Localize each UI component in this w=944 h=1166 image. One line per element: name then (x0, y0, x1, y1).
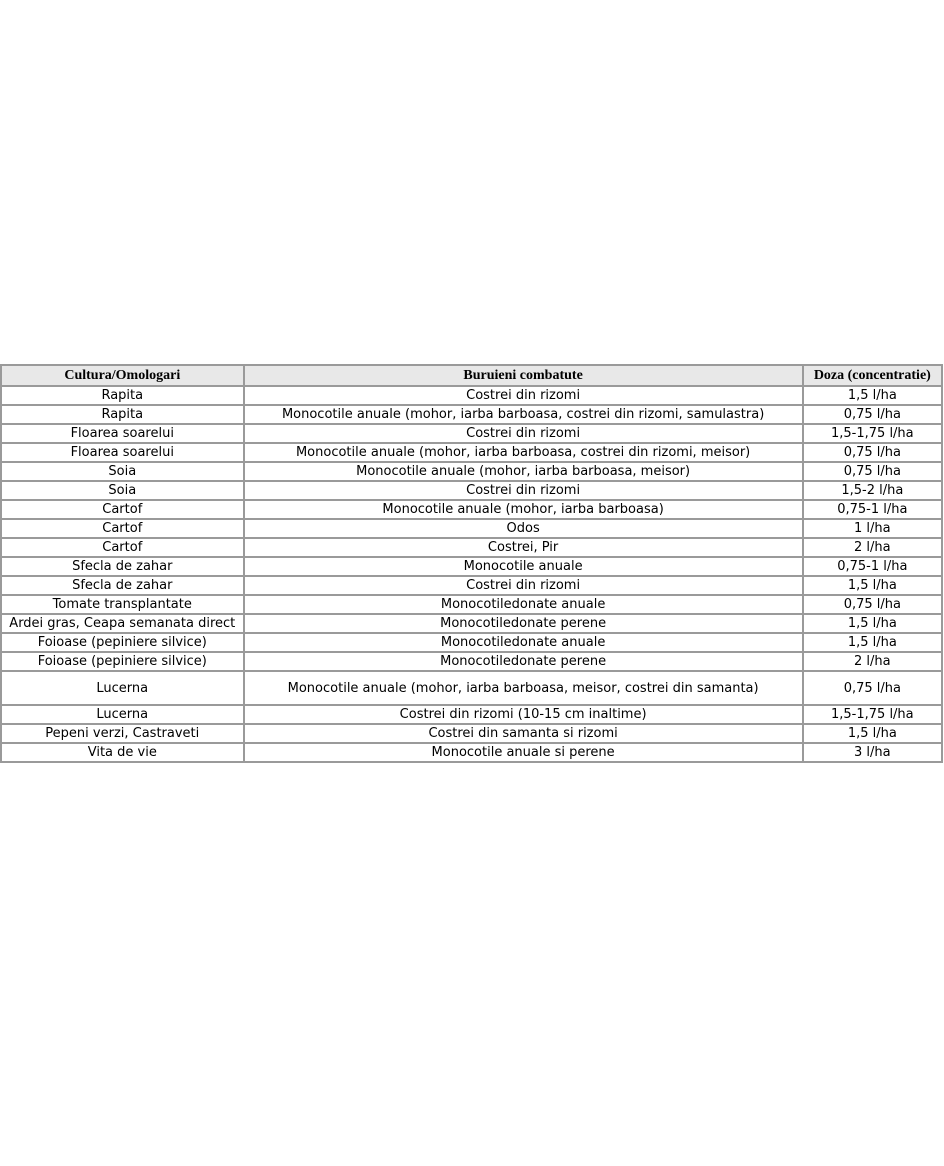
cell-culture: Rapita (1, 405, 244, 424)
table-row (1, 633, 942, 652)
cell-weeds: Costrei din samanta si rizomi (244, 724, 803, 743)
cell-weeds: Monocotile anuale (mohor, iarba barboasa, meisor) (244, 462, 803, 481)
cell-dose: 1,5 l/ha (803, 576, 942, 595)
cell-culture: Floarea soarelui (1, 424, 244, 443)
cell-culture: Sfecla de zahar (1, 557, 244, 576)
cell-weeds: Monocotile anuale (mohor, iarba barboasa, costrei din rizomi, samulastra) (244, 405, 803, 424)
table-row (1, 724, 942, 743)
cell-weeds: Monocotiledonate anuale (244, 633, 803, 652)
cell-weeds: Monocotiledonate perene (244, 652, 803, 671)
table-header-row (1, 365, 942, 386)
table-row (1, 557, 942, 576)
cell-culture: Lucerna (1, 705, 244, 724)
table-row (1, 614, 942, 633)
cell-dose: 0,75 l/ha (803, 405, 942, 424)
cell-weeds: Monocotile anuale (mohor, iarba barboasa, meisor, costrei din samanta) (244, 671, 803, 705)
cell-culture: Ardei gras, Ceapa semanata direct (1, 614, 244, 633)
cell-culture: Soia (1, 481, 244, 500)
table-row (1, 538, 942, 557)
table-row (1, 443, 942, 462)
cell-culture: Vita de vie (1, 743, 244, 762)
header-dose: Doza (concentratie) (803, 365, 942, 386)
cell-weeds: Monocotile anuale si perene (244, 743, 803, 762)
table-row (1, 386, 942, 405)
cell-dose: 1,5 l/ha (803, 386, 942, 405)
cell-weeds: Costrei din rizomi (244, 386, 803, 405)
header-weeds: Buruieni combatute (244, 365, 803, 386)
cell-dose: 0,75-1 l/ha (803, 500, 942, 519)
cell-culture: Lucerna (1, 671, 244, 705)
cell-dose: 0,75 l/ha (803, 443, 942, 462)
cell-culture: Soia (1, 462, 244, 481)
cell-culture: Foioase (pepiniere silvice) (1, 652, 244, 671)
cell-dose: 0,75 l/ha (803, 595, 942, 614)
cell-dose: 3 l/ha (803, 743, 942, 762)
cell-dose: 0,75-1 l/ha (803, 557, 942, 576)
cell-dose: 1,5-2 l/ha (803, 481, 942, 500)
cell-weeds: Monocotile anuale (244, 557, 803, 576)
table-row (1, 481, 942, 500)
cell-culture: Pepeni verzi, Castraveti (1, 724, 244, 743)
cell-weeds: Monocotiledonate anuale (244, 595, 803, 614)
cell-culture: Rapita (1, 386, 244, 405)
cell-weeds: Costrei din rizomi (244, 481, 803, 500)
table-row (1, 671, 942, 705)
cell-dose: 1,5 l/ha (803, 724, 942, 743)
cell-weeds: Costrei din rizomi (10-15 cm inaltime) (244, 705, 803, 724)
table-row (1, 462, 942, 481)
cell-weeds: Costrei din rizomi (244, 576, 803, 595)
cell-culture: Cartof (1, 538, 244, 557)
cell-culture: Foioase (pepiniere silvice) (1, 633, 244, 652)
cell-weeds: Odos (244, 519, 803, 538)
cell-dose: 2 l/ha (803, 538, 942, 557)
cell-weeds: Monocotiledonate perene (244, 614, 803, 633)
cell-weeds: Costrei, Pir (244, 538, 803, 557)
cell-weeds: Monocotile anuale (mohor, iarba barboasa) (244, 500, 803, 519)
cell-dose: 1,5 l/ha (803, 614, 942, 633)
cell-weeds: Costrei din rizomi (244, 424, 803, 443)
cell-dose: 2 l/ha (803, 652, 942, 671)
cell-dose: 1,5-1,75 l/ha (803, 424, 942, 443)
table-row (1, 424, 942, 443)
cell-culture: Cartof (1, 519, 244, 538)
cell-dose: 0,75 l/ha (803, 671, 942, 705)
table-row (1, 405, 942, 424)
table-row (1, 500, 942, 519)
table-row (1, 519, 942, 538)
cell-dose: 1,5 l/ha (803, 633, 942, 652)
table-row (1, 743, 942, 762)
cell-culture: Sfecla de zahar (1, 576, 244, 595)
table-row (1, 705, 942, 724)
table-row (1, 576, 942, 595)
cell-culture: Floarea soarelui (1, 443, 244, 462)
cell-dose: 1,5-1,75 l/ha (803, 705, 942, 724)
cell-dose: 0,75 l/ha (803, 462, 942, 481)
header-culture: Cultura/Omologari (1, 365, 244, 386)
cell-culture: Tomate transplantate (1, 595, 244, 614)
cell-dose: 1 l/ha (803, 519, 942, 538)
cell-culture: Cartof (1, 500, 244, 519)
table-row (1, 595, 942, 614)
table-row (1, 652, 942, 671)
cell-weeds: Monocotile anuale (mohor, iarba barboasa, costrei din rizomi, meisor) (244, 443, 803, 462)
herbicide-dose-table (0, 364, 943, 763)
